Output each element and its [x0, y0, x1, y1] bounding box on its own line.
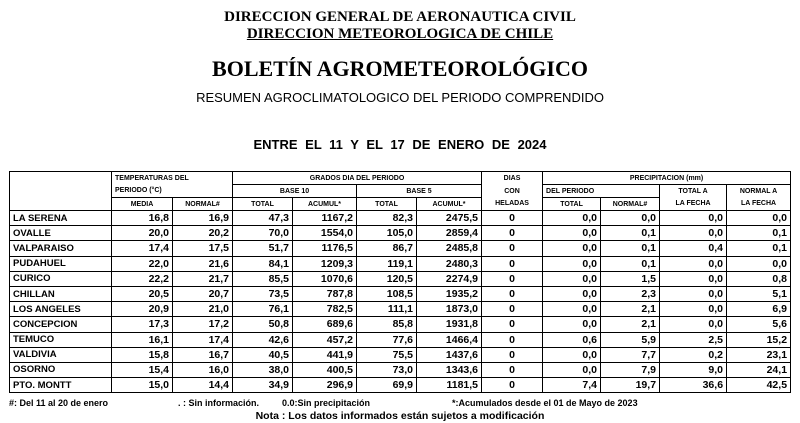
table-cell: 0,1: [601, 241, 660, 256]
table-cell: 2,1: [601, 302, 660, 317]
table-cell: 42,6: [233, 332, 293, 347]
grados-header: GRADOS DIA DEL PERIODO: [233, 172, 482, 185]
table-cell: 73,5: [233, 286, 293, 301]
table-cell: 0,0: [660, 286, 727, 301]
table-cell: 42,5: [727, 378, 791, 393]
table-row: [10, 378, 791, 393]
station-name: LOS ANGELES: [10, 302, 112, 317]
table-cell: 2274,9: [417, 271, 482, 286]
table-cell: 0,0: [660, 256, 727, 271]
station-name: TEMUCO: [10, 332, 112, 347]
table-cell: 20,2: [173, 226, 233, 241]
total5-header: TOTAL: [357, 198, 417, 211]
dias-header-line3: HELADAS: [482, 198, 543, 211]
table-cell: 0: [482, 347, 543, 362]
table-cell: 0,0: [543, 226, 601, 241]
table-cell: 5,6: [727, 317, 791, 332]
media-header: MEDIA: [112, 198, 173, 211]
precip-header: PRECIPITACION (mm): [543, 172, 791, 185]
table-cell: 0,4: [660, 241, 727, 256]
table-cell: 34,9: [233, 378, 293, 393]
table-cell: 69,9: [357, 378, 417, 393]
table-cell: 21,0: [173, 302, 233, 317]
station-name: PTO. MONTT: [10, 378, 112, 393]
table-cell: 0,0: [543, 286, 601, 301]
temp-header-line2: PERIODO (°C): [112, 185, 233, 198]
table-cell: 0: [482, 332, 543, 347]
table-cell: 0,8: [727, 271, 791, 286]
agro-data-table: [9, 171, 791, 393]
precip-normal-header: NORMAL#: [601, 198, 660, 211]
table-cell: 0: [482, 241, 543, 256]
table-cell: 1931,8: [417, 317, 482, 332]
table-cell: 400,5: [293, 362, 357, 377]
temp-header: TEMPERATURAS DEL: [112, 172, 233, 185]
table-cell: 40,5: [233, 347, 293, 362]
table-cell: 689,6: [293, 317, 357, 332]
header-row-2: [10, 185, 791, 198]
table-cell: 1209,3: [293, 256, 357, 271]
table-cell: 1554,0: [293, 226, 357, 241]
table-cell: 20,5: [112, 286, 173, 301]
table-cell: 0,2: [660, 347, 727, 362]
table-row: [10, 332, 791, 347]
table-cell: 119,1: [357, 256, 417, 271]
table-cell: 0: [482, 211, 543, 226]
acumul5-header: ACUMUL*: [417, 198, 482, 211]
table-row: [10, 302, 791, 317]
table-cell: 0: [482, 271, 543, 286]
table-cell: 1070,6: [293, 271, 357, 286]
table-cell: 77,6: [357, 332, 417, 347]
table-cell: 47,3: [233, 211, 293, 226]
org-name-line2: DIRECCION METEOROLOGICA DE CHILE: [246, 26, 554, 42]
table-cell: 0,0: [543, 256, 601, 271]
table-cell: 17,3: [112, 317, 173, 332]
table-cell: 9,0: [660, 362, 727, 377]
table-row: [10, 256, 791, 271]
table-cell: 0: [482, 302, 543, 317]
table-cell: 0,0: [727, 211, 791, 226]
table-cell: 0,0: [601, 211, 660, 226]
table-cell: 2,3: [601, 286, 660, 301]
table-cell: 0: [482, 256, 543, 271]
table-cell: 14,4: [173, 378, 233, 393]
table-row: [10, 347, 791, 362]
table-cell: 0,6: [543, 332, 601, 347]
table-cell: 0,0: [660, 317, 727, 332]
station-name: CHILLAN: [10, 286, 112, 301]
table-cell: 51,7: [233, 241, 293, 256]
table-cell: 1873,0: [417, 302, 482, 317]
table-cell: 111,1: [357, 302, 417, 317]
station-name: LA SERENA: [10, 211, 112, 226]
table-cell: 24,1: [727, 362, 791, 377]
table-cell: 1181,5: [417, 378, 482, 393]
table-cell: 85,5: [233, 271, 293, 286]
station-name: VALDIVIA: [10, 347, 112, 362]
table-cell: 7,7: [601, 347, 660, 362]
table-cell: 73,0: [357, 362, 417, 377]
table-cell: 2475,5: [417, 211, 482, 226]
table-cell: 0,1: [601, 226, 660, 241]
table-cell: 2,5: [660, 332, 727, 347]
org-name-line1: DIRECCION GENERAL DE AERONAUTICA CIVIL: [224, 9, 576, 25]
table-cell: 1935,2: [417, 286, 482, 301]
table-cell: 0,0: [660, 226, 727, 241]
table-cell: 1437,6: [417, 347, 482, 362]
table-cell: 0: [482, 362, 543, 377]
table-cell: 0,0: [543, 302, 601, 317]
table-cell: 441,9: [293, 347, 357, 362]
table-cell: 0: [482, 286, 543, 301]
table-cell: 16,8: [112, 211, 173, 226]
precip-total-header: TOTAL: [543, 198, 601, 211]
table-cell: 2480,3: [417, 256, 482, 271]
table-row: [10, 226, 791, 241]
table-cell: 0,0: [727, 256, 791, 271]
table-cell: 0,0: [543, 362, 601, 377]
table-cell: 16,9: [173, 211, 233, 226]
del-periodo-header: DEL PERIODO: [543, 185, 660, 198]
table-cell: 84,1: [233, 256, 293, 271]
table-cell: 38,0: [233, 362, 293, 377]
table-cell: 75,5: [357, 347, 417, 362]
table-cell: 16,7: [173, 347, 233, 362]
table-cell: 787,8: [293, 286, 357, 301]
table-body: [10, 211, 791, 393]
table-row: [10, 271, 791, 286]
table-cell: 108,5: [357, 286, 417, 301]
footnote-normal-period: #: Del 11 al 20 de enero: [9, 398, 109, 408]
bulletin-title: BOLETÍN AGROMETEOROLÓGICO: [212, 56, 588, 81]
footnote-accumulated: *:Acumulados desde el 01 de Mayo de 2023: [452, 398, 638, 408]
table-cell: 1,5: [601, 271, 660, 286]
normal-a-header-line1: NORMAL A: [727, 185, 791, 198]
table-cell: 0,0: [543, 317, 601, 332]
table-cell: 0,0: [543, 347, 601, 362]
table-cell: 82,3: [357, 211, 417, 226]
table-cell: 0,0: [660, 302, 727, 317]
table-cell: 0,0: [660, 211, 727, 226]
table-cell: 0,1: [727, 241, 791, 256]
header-row-3: [10, 198, 791, 211]
table-cell: 0: [482, 378, 543, 393]
footnote-no-info: . : Sin información.: [178, 398, 260, 408]
table-cell: 0,0: [543, 271, 601, 286]
table-cell: 0,0: [543, 211, 601, 226]
table-row: [10, 286, 791, 301]
table-cell: 0: [482, 226, 543, 241]
table-cell: 21,7: [173, 271, 233, 286]
table-cell: 17,5: [173, 241, 233, 256]
total-a-header-line2: LA FECHA: [660, 198, 727, 211]
station-name: CONCEPCION: [10, 317, 112, 332]
table-cell: 2485,8: [417, 241, 482, 256]
table-cell: 16,1: [112, 332, 173, 347]
base5-header: BASE 5: [357, 185, 482, 198]
table-cell: 1466,4: [417, 332, 482, 347]
table-cell: 105,0: [357, 226, 417, 241]
table-cell: 1343,6: [417, 362, 482, 377]
table-cell: 15,2: [727, 332, 791, 347]
table-row: [10, 362, 791, 377]
table-cell: 70,0: [233, 226, 293, 241]
table-cell: 6,9: [727, 302, 791, 317]
table-cell: 1167,2: [293, 211, 357, 226]
table-cell: 7,4: [543, 378, 601, 393]
station-name: PUDAHUEL: [10, 256, 112, 271]
total-a-header-line1: TOTAL A: [660, 185, 727, 198]
table-cell: 19,7: [601, 378, 660, 393]
dias-header-line2: CON: [482, 185, 543, 198]
table-cell: 7,9: [601, 362, 660, 377]
footnote-no-precip: 0.0:Sin precipitación: [282, 398, 371, 408]
table-cell: 0,1: [601, 256, 660, 271]
table-cell: 15,0: [112, 378, 173, 393]
table-cell: 2859,4: [417, 226, 482, 241]
table-cell: 5,9: [601, 332, 660, 347]
table-cell: 782,5: [293, 302, 357, 317]
table-cell: 20,9: [112, 302, 173, 317]
table-cell: 15,8: [112, 347, 173, 362]
station-name: VALPARAISO: [10, 241, 112, 256]
table-cell: 120,5: [357, 271, 417, 286]
disclaimer-note: Nota : Los datos informados están sujetos a modificación: [255, 410, 545, 422]
table-cell: 296,9: [293, 378, 357, 393]
station-name: OVALLE: [10, 226, 112, 241]
table-cell: 50,8: [233, 317, 293, 332]
table-cell: 16,0: [173, 362, 233, 377]
table-cell: 76,1: [233, 302, 293, 317]
table-cell: 23,1: [727, 347, 791, 362]
table-cell: 457,2: [293, 332, 357, 347]
table-cell: 17,4: [112, 241, 173, 256]
bulletin-subtitle: RESUMEN AGROCLIMATOLOGICO DEL PERIODO COMPRENDIDO: [196, 90, 604, 105]
table-cell: 20,7: [173, 286, 233, 301]
table-cell: 0,0: [660, 271, 727, 286]
table-cell: 0,0: [543, 241, 601, 256]
table-cell: 20,0: [112, 226, 173, 241]
table-row: [10, 317, 791, 332]
header-row-1: [10, 172, 791, 185]
station-name: CURICO: [10, 271, 112, 286]
table-cell: 85,8: [357, 317, 417, 332]
normal-header: NORMAL#: [173, 198, 233, 211]
table-row: [10, 211, 791, 226]
table-cell: 36,6: [660, 378, 727, 393]
period-label: ENTRE EL 11 Y EL 17 DE ENERO DE 2024: [253, 137, 547, 152]
total10-header: TOTAL: [233, 198, 293, 211]
table-cell: 21,6: [173, 256, 233, 271]
base10-header: BASE 10: [233, 185, 357, 198]
table-cell: 86,7: [357, 241, 417, 256]
table-cell: 15,4: [112, 362, 173, 377]
table-row: [10, 241, 791, 256]
table-cell: 17,2: [173, 317, 233, 332]
normal-a-header-line2: LA FECHA: [727, 198, 791, 211]
dias-header-line1: DIAS: [482, 172, 543, 185]
acumul10-header: ACUMUL*: [293, 198, 357, 211]
table-cell: 22,0: [112, 256, 173, 271]
table-cell: 0: [482, 317, 543, 332]
table-cell: 17,4: [173, 332, 233, 347]
table-cell: 0,1: [727, 226, 791, 241]
table-cell: 22,2: [112, 271, 173, 286]
table-cell: 5,1: [727, 286, 791, 301]
station-name: OSORNO: [10, 362, 112, 377]
table-cell: 2,1: [601, 317, 660, 332]
table-cell: 1176,5: [293, 241, 357, 256]
